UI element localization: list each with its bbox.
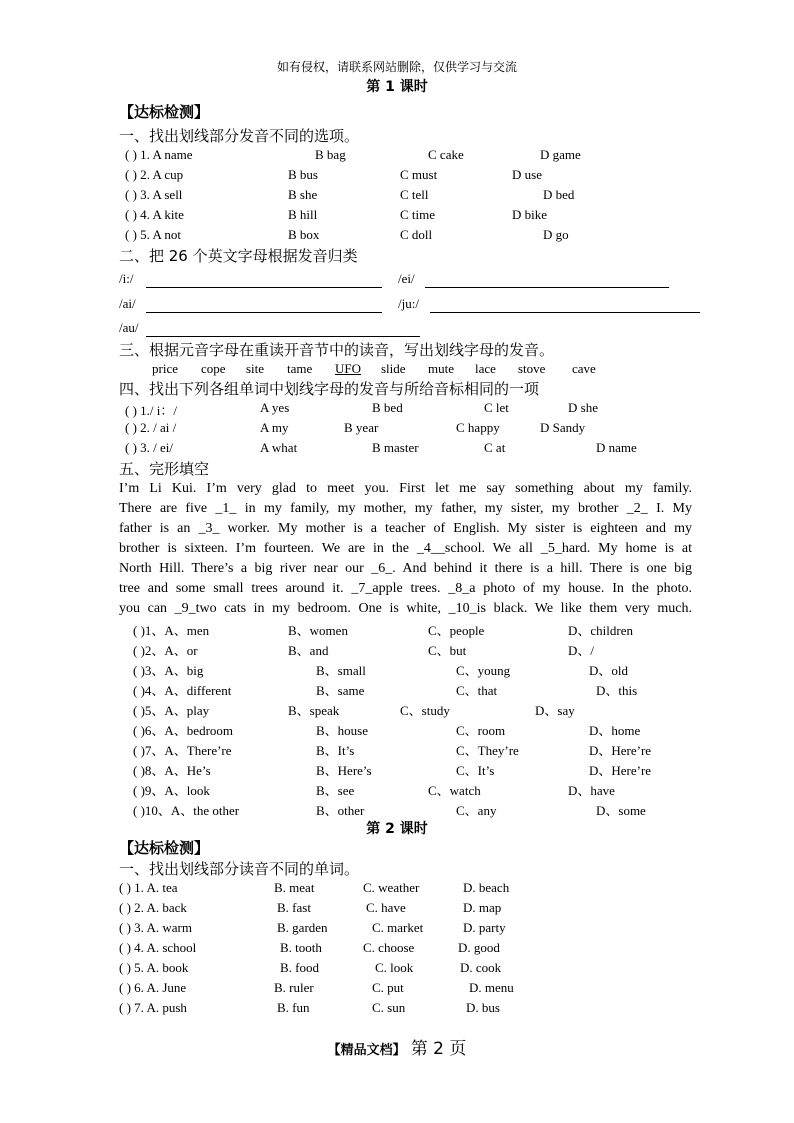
answer-line[interactable] xyxy=(146,312,382,313)
option-c: C doll xyxy=(400,227,433,242)
option-b: B、speak xyxy=(288,703,340,718)
option-d: D. map xyxy=(463,900,502,915)
page-number: 第 2 页 xyxy=(410,1039,467,1059)
option-d: D. good xyxy=(458,940,500,955)
lesson1-part2-heading: 二、把 26 个英文字母根据发音归类 xyxy=(119,247,358,265)
option-b: B、house xyxy=(316,723,369,738)
option-d: D、some xyxy=(596,803,646,818)
question-stem: ( ) 5. A. book xyxy=(119,960,189,975)
cloze-passage xyxy=(119,479,692,619)
option-b: B. tooth xyxy=(280,940,322,955)
question-stem: ( ) 2. A. back xyxy=(119,900,187,915)
option-b: B、other xyxy=(316,803,365,818)
option-c: C. sun xyxy=(372,1000,406,1015)
option-c: C、young xyxy=(456,663,511,678)
lesson2-section-label: 【达标检测】 xyxy=(119,839,210,857)
option-d: D she xyxy=(568,400,598,415)
answer-line[interactable] xyxy=(425,287,669,288)
option-b: B、It’s xyxy=(316,743,355,758)
option-c: C、that xyxy=(456,683,498,698)
option-b: B. ruler xyxy=(274,980,314,995)
option-c: C. look xyxy=(375,960,414,975)
lesson1-part5-heading: 五、完形填空 xyxy=(119,460,210,478)
phoneme-label: /ju:/ xyxy=(398,296,419,311)
lesson1-title: 第 1 课时 xyxy=(366,79,428,95)
option-c: C、study xyxy=(400,703,450,718)
passage-line: tree and some small trees around it. _7_apple trees. _8_a photo of my house. In the photo. xyxy=(119,581,692,596)
word: mute xyxy=(428,361,454,376)
page-footer xyxy=(0,1034,794,1059)
lesson1-section-label: 【达标检测】 xyxy=(119,103,210,121)
passage-line: father is an _3_ worker. My mother is a teacher of English. My sister is eighteen and my xyxy=(119,521,692,536)
option-b: B、Here’s xyxy=(316,763,372,778)
answer-line[interactable] xyxy=(146,287,382,288)
option-d: D、Here’re xyxy=(589,743,652,758)
option-b: B. meat xyxy=(274,880,315,895)
lesson2-part1-heading: 一、找出划线部分读音不同的单词。 xyxy=(119,860,360,878)
option-a: ( )9、A、look xyxy=(133,783,210,798)
question-stem: ( ) 4. A kite xyxy=(125,207,184,222)
option-d: D、/ xyxy=(568,643,595,658)
option-d: D、children xyxy=(568,623,633,638)
option-a: ( )4、A、different xyxy=(133,683,232,698)
option-a: ( )10、A、the other xyxy=(133,803,240,818)
option-d: D、old xyxy=(589,663,629,678)
option-d: D、have xyxy=(568,783,615,798)
word: cave xyxy=(572,361,596,376)
word: price xyxy=(152,361,178,376)
question-stem: ( ) 6. A. June xyxy=(119,980,187,995)
word: lace xyxy=(475,361,496,376)
phoneme-label: /i:/ xyxy=(119,271,134,286)
question-stem: ( ) 1./ i：/ xyxy=(125,403,177,418)
word: UFO xyxy=(335,361,362,376)
question-stem: ( ) 2. / ai / xyxy=(125,420,177,435)
answer-line[interactable] xyxy=(146,336,420,337)
option-d: D、this xyxy=(596,683,638,698)
option-d: D game xyxy=(540,147,581,162)
option-d: D. beach xyxy=(463,880,510,895)
word: site xyxy=(246,361,265,376)
option-d: D、Here’re xyxy=(589,763,652,778)
lesson1-part3-heading: 三、根据元音字母在重读开音节中的读音，写出划线字母的发音。 xyxy=(119,341,555,359)
option-d: D use xyxy=(512,167,542,182)
option-b: B bag xyxy=(315,147,346,162)
question-stem: ( ) 7. A. push xyxy=(119,1000,187,1015)
option-b: B. garden xyxy=(277,920,328,935)
option-c: C. put xyxy=(372,980,404,995)
option-d: D. cook xyxy=(460,960,502,975)
question-stem: ( ) 3. / ei/ xyxy=(125,440,174,455)
option-d: D、home xyxy=(589,723,641,738)
option-b: B、women xyxy=(288,623,348,638)
question-stem: ( ) 1. A. tea xyxy=(119,880,178,895)
option-a: A yes xyxy=(260,400,290,415)
lesson1-part4-heading: 四、找出下列各组单词中划线字母的发音与所给音标相同的一项 xyxy=(119,380,540,398)
option-a: ( )3、A、big xyxy=(133,663,204,678)
option-c: C、but xyxy=(428,643,467,658)
option-d: D. bus xyxy=(466,1000,500,1015)
word: tame xyxy=(287,361,313,376)
option-c: C at xyxy=(484,440,506,455)
lesson2-title: 第 2 课时 xyxy=(366,821,428,837)
option-c: C. market xyxy=(372,920,424,935)
option-a: A what xyxy=(260,440,298,455)
passage-line: you can _9_two cats in my bedroom. One is white, _10_is black. We like them very much. xyxy=(119,601,692,616)
option-c: C let xyxy=(484,400,509,415)
option-d: D. menu xyxy=(469,980,514,995)
lesson1-part1-heading: 一、找出划线部分发音不同的选项。 xyxy=(119,127,360,145)
option-b: B. food xyxy=(280,960,319,975)
option-c: C、any xyxy=(456,803,497,818)
option-c: C、They’re xyxy=(456,743,519,758)
option-b: B master xyxy=(372,440,419,455)
option-d: D bike xyxy=(512,207,548,222)
option-a: ( )7、A、There’re xyxy=(133,743,232,758)
copyright-notice: 如有侵权，请联系网站删除，仅供学习与交流 xyxy=(276,60,517,74)
passage-line: I’m Li Kui. I’m very glad to meet you. First let me say something about my family. xyxy=(119,481,692,496)
option-c: C、people xyxy=(428,623,485,638)
option-a: ( )5、A、play xyxy=(133,703,210,718)
question-stem: ( ) 5. A not xyxy=(125,227,181,242)
option-b: B、and xyxy=(288,643,329,658)
question-stem: ( ) 3. A. warm xyxy=(119,920,192,935)
option-c: C、It’s xyxy=(456,763,495,778)
passage-line: brother is sixteen. I’m fourteen. We are in the _4__school. We all _5_hard. My home is at xyxy=(119,541,692,556)
option-b: B. fun xyxy=(277,1000,310,1015)
option-c: C happy xyxy=(456,420,500,435)
question-stem: ( ) 1. A name xyxy=(125,147,193,162)
option-a: A my xyxy=(260,420,289,435)
option-b: B. fast xyxy=(277,900,311,915)
question-stem: ( ) 4. A. school xyxy=(119,940,197,955)
option-a: ( )6、A、bedroom xyxy=(133,723,234,738)
option-d: D go xyxy=(543,227,569,242)
option-b: B she xyxy=(288,187,318,202)
phoneme-label: /ai/ xyxy=(119,296,136,311)
option-a: ( )2、A、or xyxy=(133,643,198,658)
option-c: C. have xyxy=(366,900,406,915)
question-stem: ( ) 2. A cup xyxy=(125,167,184,182)
option-b: B year xyxy=(344,420,379,435)
option-c: C must xyxy=(400,167,438,182)
option-d: D name xyxy=(596,440,637,455)
option-b: B、see xyxy=(316,783,355,798)
answer-line[interactable] xyxy=(430,312,700,313)
option-c: C time xyxy=(400,207,436,222)
word: slide xyxy=(381,361,406,376)
option-c: C、room xyxy=(456,723,506,738)
option-d: D bed xyxy=(543,187,575,202)
word: stove xyxy=(518,361,546,376)
phoneme-label: /au/ xyxy=(119,320,139,335)
word: cope xyxy=(201,361,226,376)
passage-line: North Hill. There’s a big river near our _6_. And behind it there is a hill. There is one big xyxy=(119,561,692,576)
option-a: ( )8、A、He’s xyxy=(133,763,211,778)
option-c: C. choose xyxy=(363,940,415,955)
question-stem: ( ) 3. A sell xyxy=(125,187,183,202)
option-b: B、small xyxy=(316,663,366,678)
phoneme-label: /ei/ xyxy=(398,271,415,286)
option-b: B、same xyxy=(316,683,365,698)
option-c: C tell xyxy=(400,187,429,202)
option-c: C、watch xyxy=(428,783,481,798)
option-a: ( )1、A、men xyxy=(133,623,210,638)
footer-label: 【精品文档】 xyxy=(327,1043,406,1058)
option-b: B bed xyxy=(372,400,403,415)
option-d: D、say xyxy=(535,703,575,718)
option-d: D. party xyxy=(463,920,506,935)
option-b: B hill xyxy=(288,207,318,222)
option-c: C. weather xyxy=(363,880,420,895)
option-c: C cake xyxy=(428,147,464,162)
option-b: B box xyxy=(288,227,320,242)
option-d: D Sandy xyxy=(540,420,586,435)
option-b: B bus xyxy=(288,167,318,182)
passage-line: There are five _1_ in my family, my mother, my father, my sister, my brother _2_ I. My xyxy=(119,501,692,516)
